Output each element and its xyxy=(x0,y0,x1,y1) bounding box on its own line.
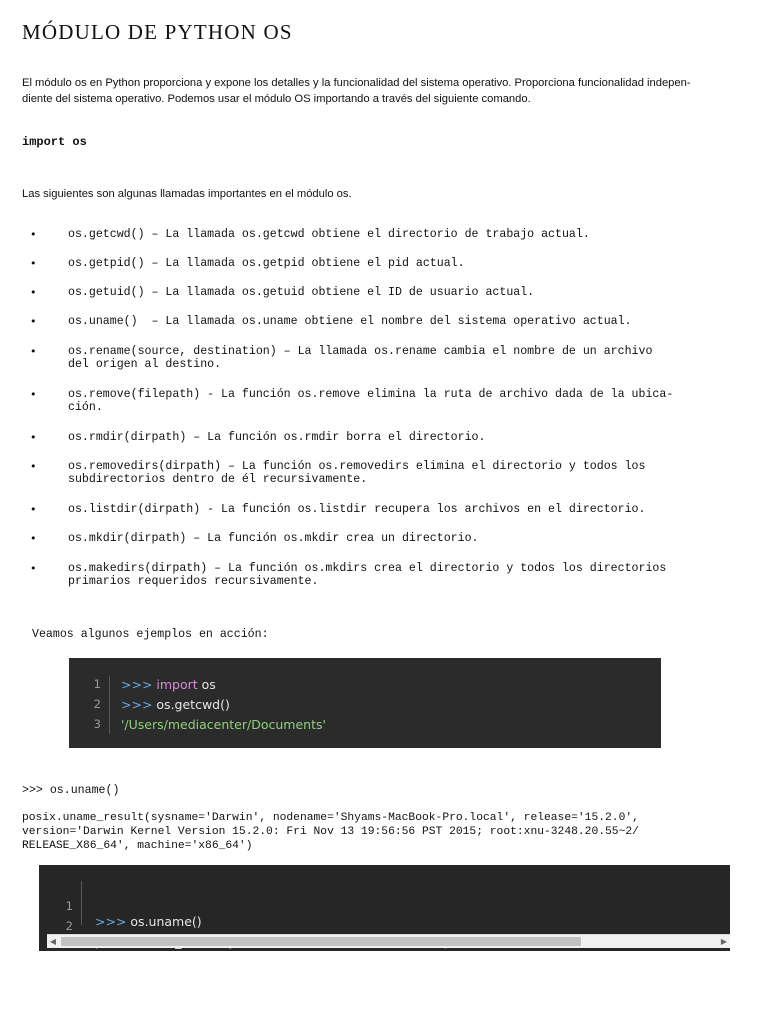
scrollbar-thumb[interactable] xyxy=(61,937,581,946)
code-gutter-divider xyxy=(109,676,110,734)
bullet-icon: • xyxy=(30,315,37,328)
list-item xyxy=(30,532,742,545)
bullet-icon: • xyxy=(30,460,37,473)
bullet-icon: • xyxy=(30,388,37,401)
code-prompt: >>> xyxy=(95,914,131,929)
list-item xyxy=(30,503,742,516)
code-keyword: import xyxy=(156,677,198,692)
code-line xyxy=(39,904,73,933)
list-item-text: os.remove(filepath) - La función os.remove elimina la ruta de archivo dada de la ubica- ción. xyxy=(68,388,674,414)
list-item-text: os.mkdir(dirpath) – La función os.mkdir crea un directorio. xyxy=(68,532,479,545)
list-item xyxy=(30,257,742,270)
scroll-right-arrow-icon[interactable]: ▶ xyxy=(720,937,728,946)
line-number: 2 xyxy=(93,697,101,711)
intro-paragraph xyxy=(22,75,737,107)
code-string: '/Users/mediacenter/Documents' xyxy=(121,717,326,732)
list-item xyxy=(30,345,742,371)
list-item-text: os.getpid() – La llamada os.getpid obtiene el pid actual. xyxy=(68,257,465,270)
bullet-icon: • xyxy=(30,431,37,444)
line-number: 2 xyxy=(65,919,73,933)
code-block-getcwd xyxy=(69,658,661,748)
code-gutter-divider xyxy=(81,881,82,925)
bullet-icon: • xyxy=(30,345,37,358)
bullet-icon: • xyxy=(30,257,37,270)
list-item-text: os.getcwd() – La llamada os.getcwd obtiene el directorio de trabajo actual. xyxy=(68,228,590,241)
list-item-text: os.rename(source, destination) – La llamada os.rename cambia el nombre de un archivo del origen al destino. xyxy=(68,345,653,371)
uname-result-line: RELEASE_X86_64', machine='x86_64') xyxy=(22,840,253,852)
list-item-text: os.uname() – La llamada os.uname obtiene el nombre del sistema operativo actual. xyxy=(68,315,632,328)
horizontal-scrollbar[interactable] xyxy=(47,934,730,948)
code-text: os.uname() xyxy=(130,914,202,929)
intro-line-1: El módulo os en Python proporciona y expone los detalles y la funcionalidad del sistema operativo. Proporciona funcionalidad indepen- xyxy=(22,77,691,89)
examples-intro-text: Veamos algunos ejemplos en acción: xyxy=(32,628,269,641)
bullet-icon: • xyxy=(30,503,37,516)
bullet-icon: • xyxy=(30,532,37,545)
page-title: MÓDULO DE PYTHON OS xyxy=(22,20,293,44)
code-text: os xyxy=(197,677,216,692)
code-prompt: >>> xyxy=(121,697,157,712)
list-item-text: os.removedirs(dirpath) – La función os.removedirs elimina el directorio y todos los subdirectorios dentro de él recursivamente. xyxy=(68,460,646,486)
list-item xyxy=(30,562,742,588)
list-item xyxy=(30,460,742,486)
uname-result-line: posix.uname_result(sysname='Darwin', nodename='Shyams-MacBook-Pro.local', release='15.2.0', xyxy=(22,812,639,824)
line-number: 1 xyxy=(93,677,101,691)
code-line xyxy=(39,884,202,929)
uname-prompt-text: >>> os.uname() xyxy=(22,784,120,797)
list-item-text: os.listdir(dirpath) - La función os.listdir recupera los archivos en el directorio. xyxy=(68,503,646,516)
list-item-text: os.makedirs(dirpath) – La función os.mkdirs crea el directorio y todos los directorios primarios requeridos recursivamente. xyxy=(68,562,667,588)
list-item-text: os.rmdir(dirpath) – La función os.rmdir borra el directorio. xyxy=(68,431,486,444)
line-number: 3 xyxy=(93,717,101,731)
list-item xyxy=(30,388,742,414)
intro-line-2: diente del sistema operativo. Podemos usar el módulo OS importando a través del siguiente comando. xyxy=(22,93,531,105)
line-number: 1 xyxy=(65,899,73,913)
code-prompt: >>> xyxy=(121,677,157,692)
list-item-text: os.getuid() – La llamada os.getuid obtiene el ID de usuario actual. xyxy=(68,286,535,299)
list-item xyxy=(30,286,742,299)
bullet-icon: • xyxy=(30,286,37,299)
uname-result-text xyxy=(22,811,752,853)
bullet-icon: • xyxy=(30,562,37,575)
scroll-left-arrow-icon[interactable]: ◀ xyxy=(49,937,57,946)
import-command: import os xyxy=(22,135,87,149)
bullet-icon: • xyxy=(30,228,37,241)
list-item xyxy=(30,315,742,328)
list-item xyxy=(30,431,742,444)
list-item xyxy=(30,228,742,241)
calls-intro-text: Las siguientes son algunas llamadas importantes en el módulo os. xyxy=(22,188,352,200)
uname-result-line: version='Darwin Kernel Version 15.2.0: Fri Nov 13 19:56:56 PST 2015; root:xnu-3248.20.55~2/ xyxy=(22,826,639,838)
code-text: os.getcwd() xyxy=(156,697,230,712)
